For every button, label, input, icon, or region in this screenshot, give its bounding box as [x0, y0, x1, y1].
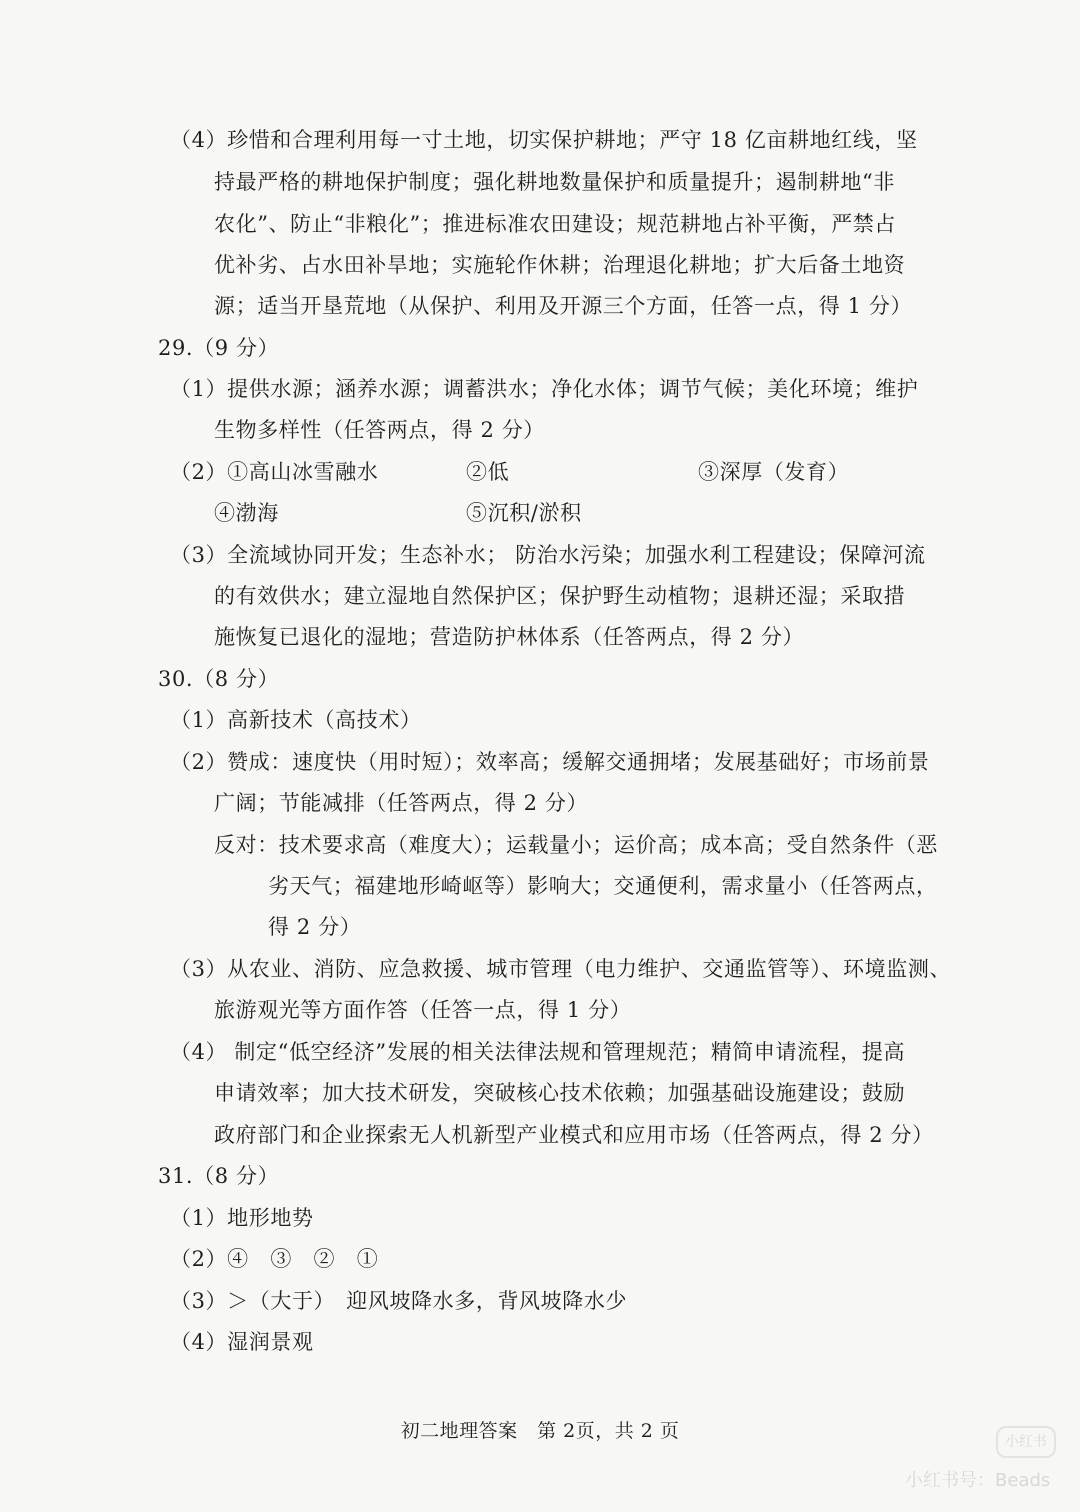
q30-2-line-5: 得 2 分） [268, 915, 362, 939]
q29-3-line-3: 施恢复已退化的湿地；营造防护林体系（任答两点，得 2 分） [214, 625, 805, 649]
q29-2-item-3: ③深厚（发育） [698, 460, 850, 484]
watermark-logo: 小红书 [996, 1426, 1056, 1458]
q31-heading: 31.（8 分） [158, 1164, 280, 1188]
q30-2-line-1: （2）赞成：速度快（用时短）；效率高；缓解交通拥堵；发展基础好；市场前景 [170, 750, 930, 774]
q30-2-line-4: 劣天气；福建地形崎岖等）影响大；交通便利，需求量小（任答两点， [268, 874, 938, 898]
q30-3-line-2: 旅游观光等方面作答（任答一点，得 1 分） [214, 998, 632, 1022]
q31-2-line: （2）④ ③ ② ① [170, 1247, 379, 1271]
q30-heading: 30.（8 分） [158, 667, 280, 691]
q30-2-line-3: 反对：技术要求高（难度大）；运载量小；运价高；成本高；受自然条件（恶 [214, 833, 938, 857]
q28-4-line-2: 持最严格的耕地保护制度；强化耕地数量保护和质量提升；遏制耕地“非 [214, 170, 895, 194]
q30-2-line-2: 广阔；节能减排（任答两点，得 2 分） [214, 791, 589, 815]
q28-4-line-3: 农化”、防止“非粮化”；推进标准农田建设；规范耕地占补平衡，严禁占 [214, 212, 897, 236]
q30-4-line-3: 政府部门和企业探索无人机新型产业模式和应用市场（任答两点，得 2 分） [214, 1123, 934, 1147]
q30-4-line-1: （4） 制定“低空经济”发展的相关法律法规和管理规范；精简申请流程，提高 [170, 1040, 906, 1064]
q29-2-item-5: ⑤沉积/淤积 [466, 501, 582, 525]
q29-1-line-1: （1）提供水源；涵养水源；调蓄洪水；净化水体；调节气候；美化环境；维护 [170, 377, 919, 401]
q30-1-line: （1）高新技术（高技术） [170, 708, 422, 732]
q29-heading: 29.（9 分） [158, 336, 280, 360]
q29-2-item-4: ④渤海 [214, 501, 279, 525]
q29-2-item-2: ②低 [466, 460, 510, 484]
q28-4-line-1: （4）珍惜和合理利用每一寸土地，切实保护耕地；严守 18 亿亩耕地红线，坚 [170, 128, 918, 152]
q31-3-line: （3）＞（大于） 迎风坡降水多，背风坡降水少 [170, 1289, 628, 1313]
q31-4-line: （4）湿润景观 [170, 1330, 314, 1354]
q30-3-line-1: （3）从农业、消防、应急救援、城市管理（电力维护、交通监管等）、环境监测、 [170, 957, 952, 981]
q28-4-line-5: 源；适当开垦荒地（从保护、利用及开源三个方面，任答一点，得 1 分） [214, 294, 913, 318]
page-footer: 初二地理答案 第 2页，共 2 页 [400, 1420, 680, 1442]
q29-3-line-1: （3）全流域协同开发；生态补水； 防治水污染；加强水利工程建设；保障河流 [170, 543, 926, 567]
q30-4-line-2: 申请效率；加大技术研发，突破核心技术依赖；加强基础设施建设；鼓励 [214, 1081, 906, 1105]
q29-3-line-2: 的有效供水；建立湿地自然保护区；保护野生动植物；退耕还湿；采取措 [214, 584, 906, 608]
q29-1-line-2: 生物多样性（任答两点，得 2 分） [214, 418, 545, 442]
watermark-text: 小红书号：Beads [905, 1470, 1051, 1491]
q29-2-item-1: （2）①高山冰雪融水 [170, 460, 379, 484]
q28-4-line-4: 优补劣、占水田补旱地；实施轮作休耕；治理退化耕地；扩大后备土地资 [214, 253, 906, 277]
q31-1-line: （1）地形地势 [170, 1206, 314, 1230]
